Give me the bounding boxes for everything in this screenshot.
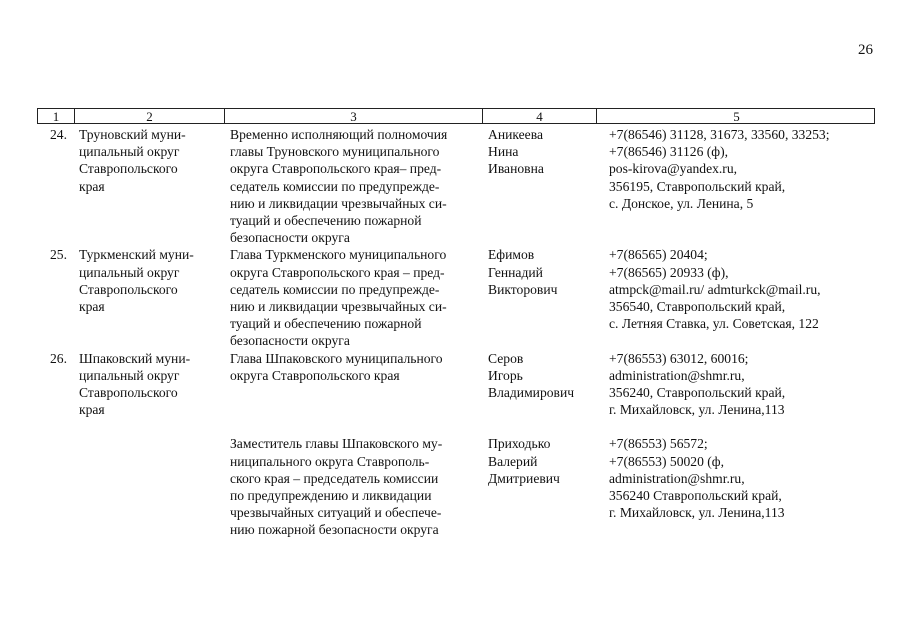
official-contacts-line: 356540, Ставропольский край, bbox=[609, 299, 786, 314]
official-position-line: ского края – председатель комиссии bbox=[230, 470, 439, 486]
district-name-line: Ставропольского bbox=[79, 161, 178, 177]
official-position-line: Глава Туркменского муниципального bbox=[230, 247, 447, 263]
district-name-line: Ставропольского bbox=[79, 281, 178, 297]
district-name-line: ципальный округ bbox=[79, 144, 180, 160]
table-row bbox=[37, 350, 875, 539]
district-name-line: Шпаковский муни- bbox=[79, 350, 191, 366]
official-contacts-line: atmpck@mail.ru/ admturkck@mail.ru, bbox=[609, 281, 821, 297]
row-number: 24. bbox=[50, 127, 67, 142]
header-col-4: 4 bbox=[482, 109, 596, 123]
official-position bbox=[230, 350, 480, 384]
official-name-line: Нина bbox=[488, 144, 519, 160]
official-contacts-line: с. Донское, ул. Ленина, 5 bbox=[609, 195, 754, 211]
official-contacts-line: 356240, Ставропольский край, bbox=[609, 385, 786, 400]
official-contacts-line: +7(86565) 20933 (ф), bbox=[609, 264, 729, 280]
official-position bbox=[230, 435, 480, 538]
district-name-line: края bbox=[79, 402, 105, 418]
table-row bbox=[37, 246, 875, 349]
official-contacts bbox=[609, 435, 875, 521]
official-contacts-line: с. Летняя Ставка, ул. Советская, 122 bbox=[609, 316, 819, 332]
official-contacts-line: 356240 Ставропольский край, bbox=[609, 488, 782, 503]
official-contacts bbox=[609, 350, 875, 419]
official-position-line: седатель комиссии по предупрежде- bbox=[230, 281, 440, 297]
official-name-line: Ефимов bbox=[488, 247, 535, 263]
contacts-table bbox=[37, 108, 875, 538]
official-position-line: Глава Шпаковского муниципального bbox=[230, 350, 443, 366]
row-number: 26. bbox=[50, 350, 67, 366]
official-contacts-line: г. Михайловск, ул. Ленина,113 bbox=[609, 505, 785, 521]
official-contacts-line: +7(86553) 50020 (ф, bbox=[609, 453, 725, 469]
official-position-line: туаций и обеспечению пожарной bbox=[230, 316, 422, 332]
table-header-row bbox=[37, 108, 875, 124]
official-position-line: нию и ликвидации чрезвычайных си- bbox=[230, 195, 447, 211]
official-name bbox=[488, 350, 592, 402]
official-name bbox=[488, 435, 592, 487]
official-name-line: Валерий bbox=[488, 453, 538, 469]
row-number: 25. bbox=[50, 247, 67, 263]
header-col-3: 3 bbox=[224, 109, 482, 123]
official-position-line: ниципального округа Ставрополь- bbox=[230, 453, 430, 469]
official-position-line: чрезвычайных ситуаций и обеспече- bbox=[230, 505, 442, 521]
official-name bbox=[488, 246, 592, 298]
official-contacts-line: г. Михайловск, ул. Ленина,113 bbox=[609, 402, 785, 418]
official-contacts-line: +7(86553) 56572; bbox=[609, 436, 708, 452]
table-row bbox=[37, 126, 875, 246]
official-position-line: округа Ставропольского края– пред- bbox=[230, 161, 442, 177]
official-contacts-line: 356195, Ставропольский край, bbox=[609, 178, 786, 194]
official-name-line: Игорь bbox=[488, 367, 523, 383]
header-col-5: 5 bbox=[596, 109, 876, 123]
official-position-line: главы Труновского муниципального bbox=[230, 144, 440, 160]
district-name-line: Ставропольского bbox=[79, 385, 178, 400]
official-position bbox=[230, 126, 480, 246]
official-contacts-line: +7(86546) 31128, 31673, 33560, 33253; bbox=[609, 127, 830, 142]
official-name-line: Аникеева bbox=[488, 127, 543, 142]
district-name-line: ципальный округ bbox=[79, 367, 180, 383]
official-contacts-line: +7(86553) 63012, 60016; bbox=[609, 350, 749, 366]
official-contacts bbox=[609, 246, 875, 332]
official-name-line: Приходько bbox=[488, 436, 551, 452]
district-name-line: края bbox=[79, 178, 105, 194]
official-name-line: Викторович bbox=[488, 281, 558, 297]
official-contacts-line: +7(86565) 20404; bbox=[609, 247, 708, 263]
official-name-line: Дмитриевич bbox=[488, 470, 560, 486]
official-position-line: округа Ставропольского края bbox=[230, 367, 400, 383]
header-col-2: 2 bbox=[74, 109, 224, 123]
official-name-line: Владимирович bbox=[488, 385, 575, 400]
official-contacts-line: administration@shmr.ru, bbox=[609, 367, 745, 383]
official-contacts-line: pos-kirova@yandex.ru, bbox=[609, 161, 738, 177]
district-name bbox=[79, 350, 219, 419]
district-name-line: ципальный округ bbox=[79, 264, 180, 280]
official-position-line: нию пожарной безопасности округа bbox=[230, 522, 439, 538]
district-name-line: Туркменский муни- bbox=[79, 247, 194, 263]
official-position-line: Заместитель главы Шпаковского му- bbox=[230, 436, 443, 452]
official-position-line: нию и ликвидации чрезвычайных си- bbox=[230, 299, 447, 314]
district-name-line: Труновский муни- bbox=[79, 127, 186, 142]
district-name-line: края bbox=[79, 299, 105, 314]
district-name bbox=[79, 126, 219, 195]
page-number: 26 bbox=[858, 42, 873, 58]
official-position-line: туаций и обеспечению пожарной bbox=[230, 213, 422, 229]
official-position-line: безопасности округа bbox=[230, 333, 350, 349]
official-name-line: Геннадий bbox=[488, 264, 543, 280]
official-position-line: округа Ставропольского края – пред- bbox=[230, 264, 445, 280]
official-position-line: безопасности округа bbox=[230, 230, 350, 246]
official-name-line: Ивановна bbox=[488, 161, 544, 177]
official-name bbox=[488, 126, 592, 178]
official-position-line: по предупреждению и ликвидации bbox=[230, 488, 432, 503]
official-contacts bbox=[609, 126, 875, 212]
header-col-1: 1 bbox=[52, 109, 60, 124]
official-contacts-line: administration@shmr.ru, bbox=[609, 470, 745, 486]
official-position-line: Временно исполняющий полномочия bbox=[230, 127, 448, 142]
official-contacts-line: +7(86546) 31126 (ф), bbox=[609, 144, 729, 160]
official-position bbox=[230, 246, 480, 349]
official-position-line: седатель комиссии по предупрежде- bbox=[230, 178, 440, 194]
official-name-line: Серов bbox=[488, 350, 524, 366]
district-name bbox=[79, 246, 219, 315]
